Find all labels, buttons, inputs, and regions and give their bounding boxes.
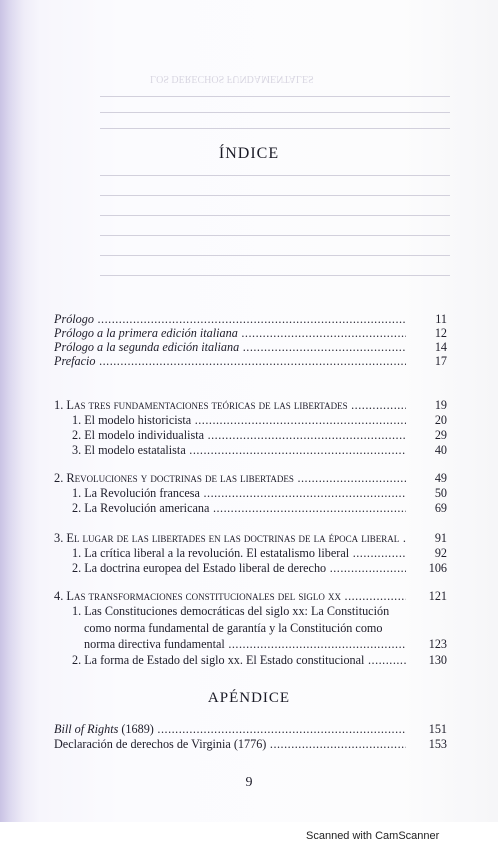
toc-entry-prologo-segunda[interactable] <box>54 340 447 355</box>
bleed-through-line <box>100 195 450 196</box>
toc-page-number: 69 <box>434 501 447 515</box>
toc-chapter-4[interactable] <box>54 589 447 604</box>
toc-entry-label: 1. La crítica liberal a la revolución. El estatalismo liberal <box>72 546 350 560</box>
toc-entry-label: 3. El lugar de las libertades en las doctrinas de la época liberal <box>54 531 400 545</box>
toc-entry-label: 2. El modelo individualista <box>72 428 205 442</box>
toc-entry-label: 2. Revoluciones y doctrinas de las libertades <box>54 471 294 485</box>
toc-entry-label: norma directiva fundamental <box>84 637 225 651</box>
toc-appendix-virginia[interactable] <box>54 737 447 752</box>
toc-entry-label: 3. El modelo estatalista <box>72 443 186 457</box>
toc-entry-prologo-primera[interactable] <box>54 326 447 341</box>
toc-entry-label: Declaración de derechos de Virginia (1776) <box>54 737 267 751</box>
toc-section-1-2[interactable] <box>72 428 447 443</box>
toc-page-number: 14 <box>434 340 447 354</box>
toc-page-number: 153 <box>428 737 447 751</box>
toc-page-number: 92 <box>434 546 447 560</box>
toc-entry-label: 4. Las transformaciones constitucionales del siglo xx <box>54 589 341 603</box>
bleed-through-text: LOS DERECHOS FUNDAMENTALES <box>150 73 314 84</box>
page-number: 9 <box>245 775 253 790</box>
toc-page-number: 151 <box>428 722 447 736</box>
toc-page-number: 49 <box>434 471 447 485</box>
toc-entry-label: 1. Las tres fundamentaciones teóricas de las libertades <box>54 398 348 412</box>
bleed-through-line <box>100 96 450 97</box>
toc-page-number: 12 <box>434 326 447 340</box>
toc-section-3-1[interactable] <box>72 546 447 561</box>
toc-chapter-2[interactable] <box>54 471 447 486</box>
toc-entry-label: 2. La Revolución americana <box>72 501 210 515</box>
toc-chapter-3[interactable] <box>54 531 447 546</box>
toc-entry-label: Prólogo a la segunda edición italiana <box>54 340 240 354</box>
toc-page-number: 11 <box>435 312 447 326</box>
toc-entry-label: 2. La forma de Estado del siglo xx. El Estado constitucional <box>72 653 365 667</box>
toc-entry-prefacio[interactable] <box>54 354 447 369</box>
bleed-through-line <box>100 175 450 176</box>
toc-page-number: 40 <box>434 443 447 457</box>
toc-page-number: 130 <box>428 653 447 667</box>
bleed-through-line <box>100 215 450 216</box>
toc-entry-label: 2. La doctrina europea del Estado liberal de derecho <box>72 561 327 575</box>
toc-entry-prologo[interactable] <box>54 312 447 327</box>
toc-page-number: 19 <box>434 398 447 412</box>
toc-entry-label: Bill of Rights <box>54 722 119 736</box>
bleed-through-line <box>100 235 450 236</box>
toc-section-2-1[interactable] <box>72 486 447 501</box>
toc-section-2-2[interactable] <box>72 501 447 516</box>
toc-section-4-2[interactable] <box>72 653 447 668</box>
toc-entry-label-suffix: (1689) <box>118 722 154 736</box>
toc-entry-label: 1. La Revolución francesa <box>72 486 200 500</box>
toc-entry-label: Prefacio <box>54 354 96 368</box>
toc-chapter-1[interactable] <box>54 398 447 413</box>
bleed-through-line <box>100 112 450 113</box>
bleed-through-line <box>100 275 450 276</box>
toc-entry-label-line: como norma fundamental de garantía y la Constitución como <box>84 621 383 635</box>
toc-entry-label: Prólogo a la primera edición italiana <box>54 326 238 340</box>
toc-page-number: 29 <box>434 428 447 442</box>
toc-page-number: 91 <box>434 531 447 545</box>
appendix-title: APÉNDICE <box>207 690 291 706</box>
toc-page-number: 17 <box>434 354 447 368</box>
toc-entry-label-line: 1. Las Constituciones democráticas del siglo xx: La Constitución <box>72 604 390 618</box>
toc-section-1-3[interactable] <box>72 443 447 458</box>
toc-page-number: 123 <box>428 637 447 651</box>
toc-page-number: 50 <box>434 486 447 500</box>
toc-page-number: 106 <box>428 561 447 575</box>
toc-entry-label: Prólogo <box>54 312 94 326</box>
toc-section-4-1-last-line[interactable] <box>84 637 447 652</box>
toc-page-number: 20 <box>434 413 447 427</box>
toc-section-1-1[interactable] <box>72 413 447 428</box>
toc-appendix-bill-of-rights[interactable] <box>54 722 447 737</box>
scanner-watermark: Scanned with CamScanner <box>306 830 440 842</box>
toc-section-4-1[interactable] <box>72 603 412 637</box>
index-title: ÍNDICE <box>218 145 280 162</box>
toc-page-number: 121 <box>428 589 447 603</box>
toc-entry-label: 1. El modelo historicista <box>72 413 192 427</box>
bleed-through-line <box>100 255 450 256</box>
bleed-through-line <box>100 128 450 129</box>
toc-section-3-2[interactable] <box>72 561 447 576</box>
